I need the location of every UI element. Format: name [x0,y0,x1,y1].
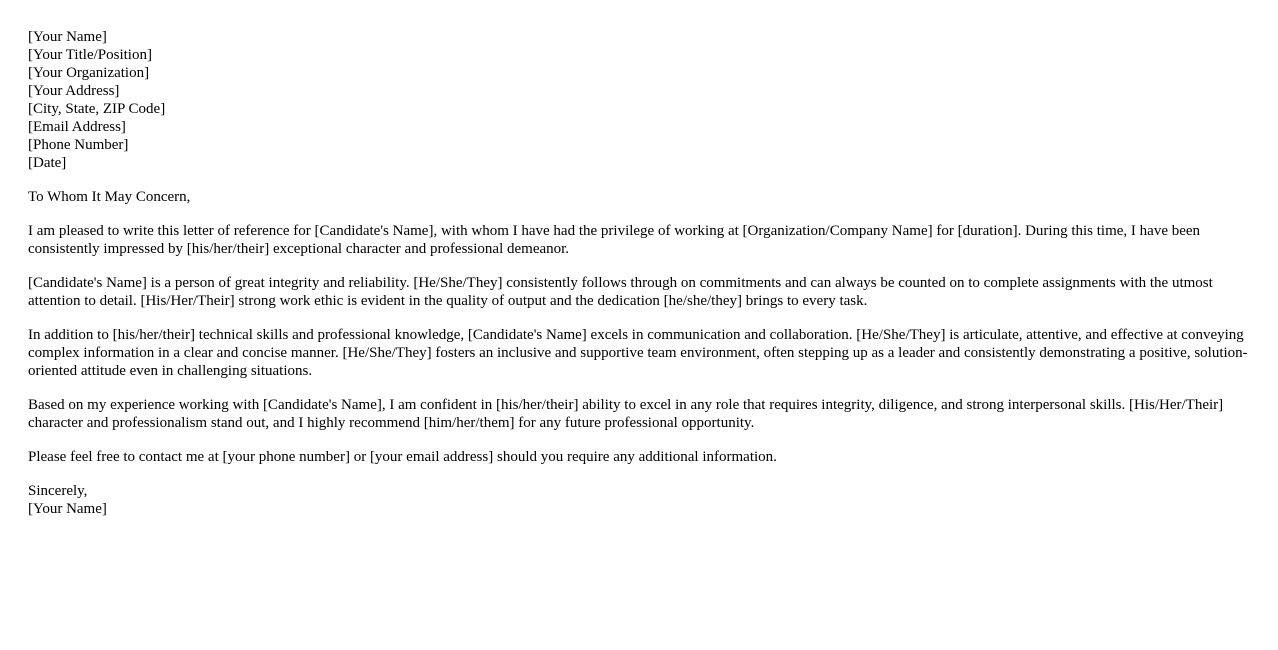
valediction: Sincerely, [28,483,88,499]
sender-organization: [Your Organization] [28,65,150,81]
body-paragraph-introduction: I am pleased to write this letter of reference for [Candidate's Name], with whom I have had the privilege of working at [Organization/Company Name] for [duration]. During this time, I have been consistently impressed by [his/her/their] exceptional character and professional demeanor. [28,223,1201,257]
reference-letter [28,28,1250,518]
body-paragraph-contact: Please feel free to contact me at [your phone number] or [your email address] should you require any additional information. [28,449,777,465]
letter-date: [Date] [28,155,67,171]
signature-name: [Your Name] [28,501,107,517]
sender-address: [Your Address] [28,83,120,99]
sender-title: [Your Title/Position] [28,47,152,63]
sender-email: [Email Address] [28,119,126,135]
body-paragraph-recommendation: Based on my experience working with [Candidate's Name], I am confident in [his/her/their] ability to excel in any role that requires integrity, diligence, and strong interpersonal skills. [His/Her/Their] character and professionalism stand out, and I highly recommend [him/her/them] for any future professional opportunity. [28,397,1224,431]
closing-block [28,482,1250,518]
sender-name: [Your Name] [28,29,107,45]
salutation: To Whom It May Concern, [28,189,191,205]
sender-phone: [Phone Number] [28,137,129,153]
body-paragraph-skills: In addition to [his/her/their] technical skills and professional knowledge, [Candidate's Name] excels in communication and collaboration. [He/She/They] is articulate, attentive, and effective at conveying complex information in a clear and concise manner. [He/She/They] fosters an inclusive and supportive team environment, often stepping up as a leader and consistently demonstrating a positive, solution-oriented attitude even in challenging situations. [28,327,1248,379]
body-paragraph-integrity: [Candidate's Name] is a person of great integrity and reliability. [He/She/They] consistently follows through on commitments and can always be counted on to complete assignments with the utmost attention to detail. [His/Her/Their] strong work ethic is evident in the quality of output and the dedication [he/she/they] brings to every task. [28,275,1213,309]
sender-address-block [28,28,1250,172]
sender-city-state-zip: [City, State, ZIP Code] [28,101,166,117]
